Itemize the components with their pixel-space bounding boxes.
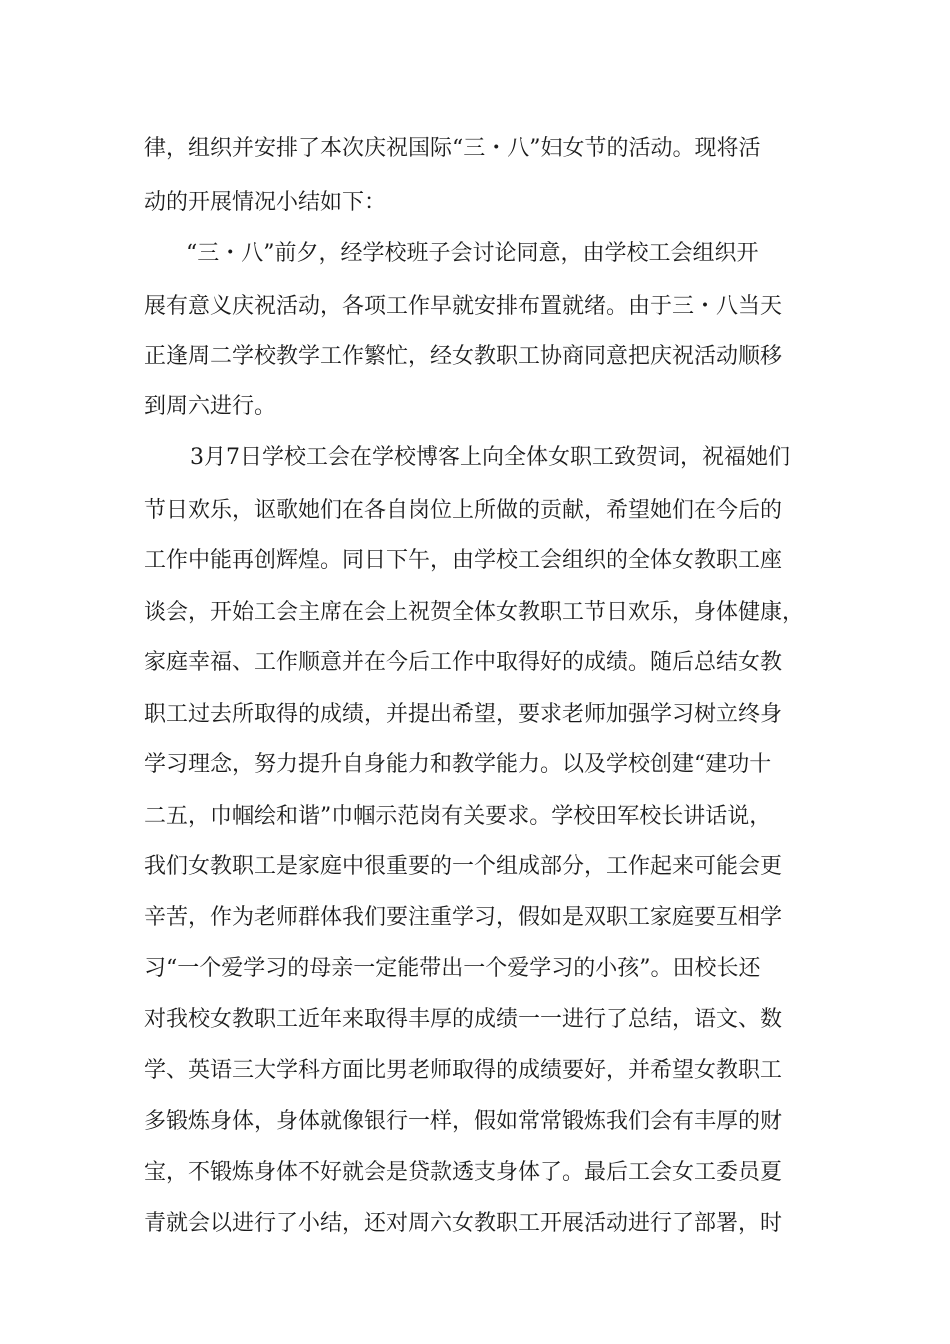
text-line: 学、英语三大学科方面比男老师取得的成绩要好，并希望女教职工 [144, 1058, 783, 1083]
text-line: 辛苦，作为老师群体我们要注重学习，假如是双职工家庭要互相学 [144, 905, 783, 930]
text-line: 到周六进行。 [144, 394, 277, 419]
text-line: 节日欢乐，讴歌她们在各自岗位上所做的贡献，希望她们在今后的 [144, 498, 783, 523]
text-line: 3月7日学校工会在学校博客上向全体女职工致贺词，祝福她们 [190, 445, 790, 470]
text-line: 职工过去所取得的成绩，并提出希望，要求老师加强学习树立终身 [144, 702, 783, 727]
text-line: 习“一个爱学习的母亲一定能带出一个爱学习的小孩”。田校长还 [144, 956, 761, 981]
text-line: 我们女教职工是家庭中很重要的一个组成部分，工作起来可能会更 [144, 854, 783, 879]
text-line: 动的开展情况小结如下： [144, 190, 387, 215]
text-line: 多锻炼身体，身体就像银行一样，假如常常锻炼我们会有丰厚的财 [144, 1109, 783, 1134]
text-line: 正逢周二学校教学工作繁忙，经女教职工协商同意把庆祝活动顺移 [144, 344, 783, 369]
text-line: 律，组织并安排了本次庆祝国际“三・八”妇女节的活动。现将活 [144, 136, 761, 161]
text-line: 二五，巾帼绘和谐”巾帼示范岗有关要求。学校田军校长讲话说， [144, 804, 772, 829]
text-line: “三・八”前夕，经学校班子会讨论同意，由学校工会组织开 [186, 241, 759, 266]
text-line: 宝，不锻炼身体不好就会是贷款透支身体了。最后工会女工委员夏 [144, 1160, 783, 1185]
text-line: 展有意义庆祝活动，各项工作早就安排布置就绪。由于三・八当天 [144, 294, 783, 319]
text-line: 家庭幸福、工作顺意并在今后工作中取得好的成绩。随后总结女教 [144, 650, 783, 675]
text-line: 青就会以进行了小结，还对周六女教职工开展活动进行了部署，时 [144, 1211, 783, 1236]
text-line: 谈会，开始工会主席在会上祝贺全体女教职工节日欢乐，身体健康， [144, 600, 805, 625]
text-line: 工作中能再创辉煌。同日下午，由学校工会组织的全体女教职工座 [144, 548, 783, 573]
text-line: 对我校女教职工近年来取得丰厚的成绩一一进行了总结，语文、数 [144, 1007, 783, 1032]
text-line: 学习理念，努力提升自身能力和教学能力。以及学校创建“建功十 [144, 752, 772, 777]
